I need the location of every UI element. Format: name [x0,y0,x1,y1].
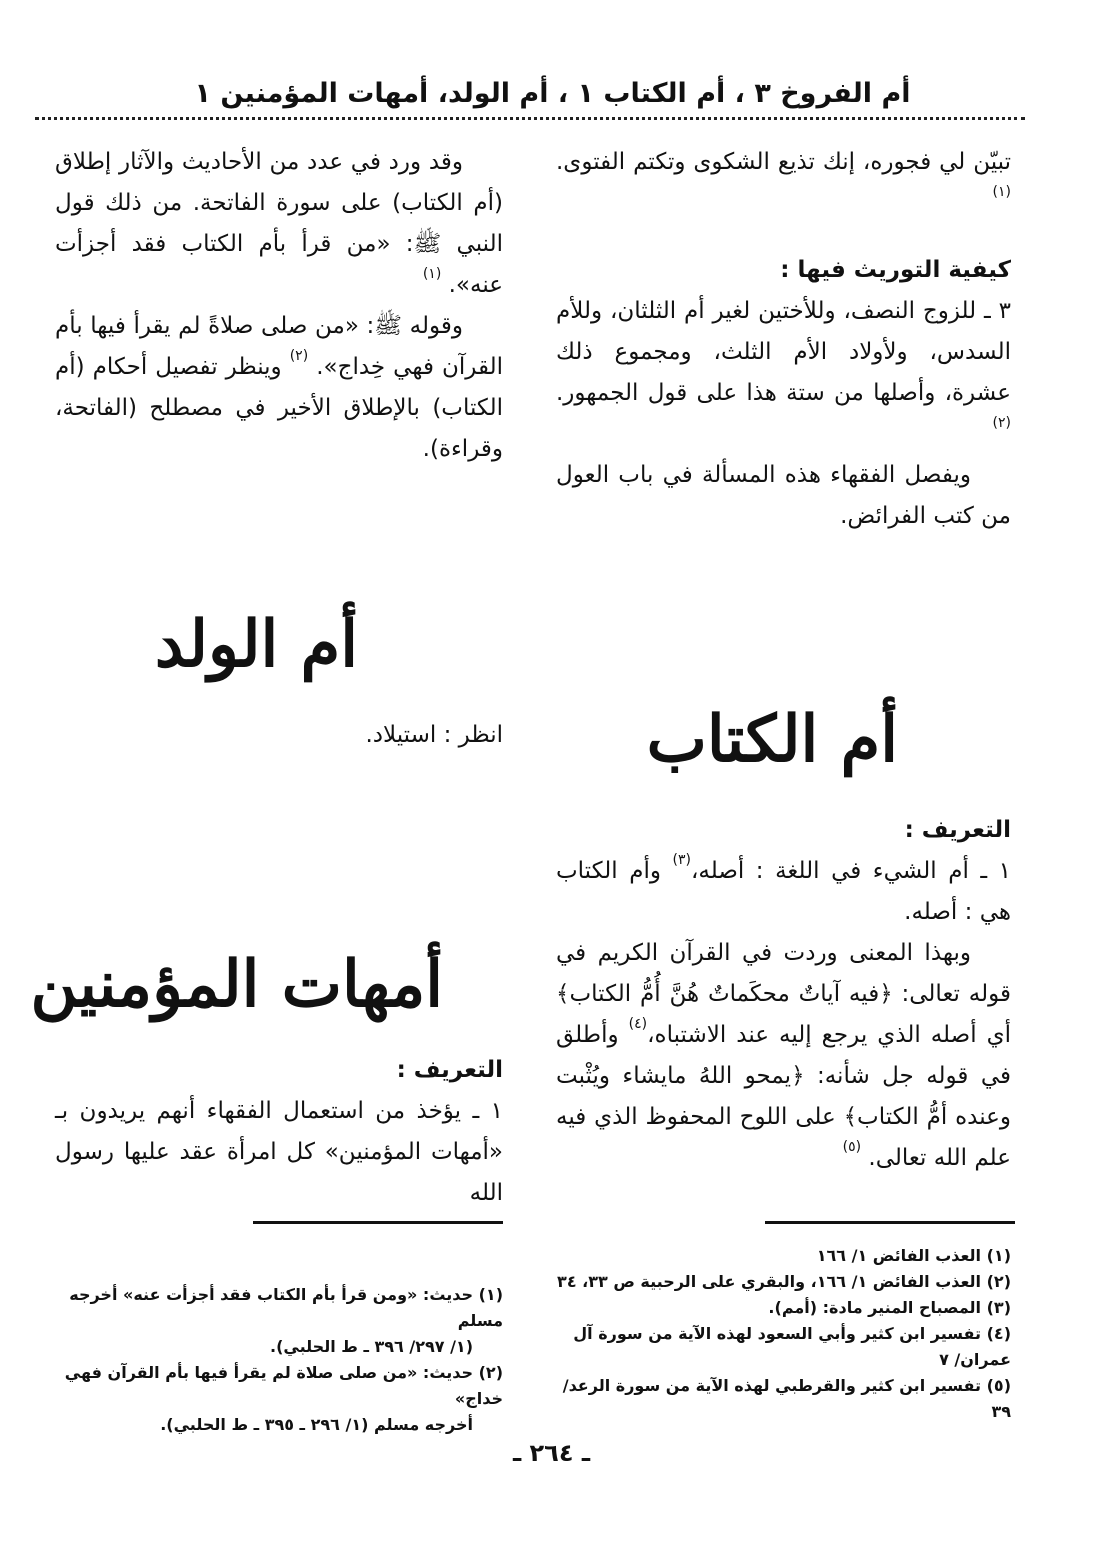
footnote-rule-left [253,1221,503,1224]
footnote: (٢) العذب الفائض ١/ ١٦٦، والبقري على الرحبية ص ٣٣، ٣٤ [557,1272,1011,1291]
entry-title-umm-alkitab: أم الكتاب [646,702,898,777]
footnotes-right [551,1243,1011,1425]
footnote-rule-right [765,1221,1015,1224]
footnote-continuation: أخرجه مسلم (١/ ٢٩٦ ـ ٣٩٥ ـ ط الحلبي). [160,1415,473,1434]
footnote: (٢) حديث: «من صلى صلاة لم يقرأ فيها بأم القرآن فهي خداج» [64,1363,503,1408]
header-dotted-rule [35,117,1025,120]
paragraph: ٣ ـ للزوج النصف، وللأختين لغير أم الثلثان، وللأم السدس، ولأولاد الأم الثلث، ومجموع ذلك عشرة، وأصلها من ستة هذا على قول الجمهور. $^{(٢)}$ [556,298,1011,431]
footnote: (١) العذب الفائض ١/ ١٦٦ [816,1246,1011,1265]
cross-reference: انظر : استيلاد. [365,722,503,748]
left-column-umm-alwalad [55,715,503,756]
footnote: (٤) تفسير ابن كثير وأبي السعود لهذه الآية من سورة آل عمران/ ٧ [573,1324,1011,1369]
paragraph: وبهذا المعنى وردت في القرآن الكريم في قوله تعالى: ﴿فيه آياتٌ محكَماتٌ هُنَّ أُمُّ الكتاب﴾ أي أصله الذي يرجع إليه عند الاشتباه،$^{(٤)}$ وأطلق في قوله جل شأنه: ﴿يمحو اللهُ مايشاء ويُثْبت وعنده أمُّ الكتاب﴾ على اللوح المحفوظ الذي فيه علم الله تعالى. $^{(٥)}$ [556,940,1011,1171]
left-column-ummahat [55,1050,503,1214]
right-column-umm-alkitab [556,810,1011,1179]
footnotes-left [48,1282,503,1438]
left-column-top [55,142,503,470]
section-heading: كيفية التوريث فيها : [780,257,1011,283]
paragraph: ١ ـ أم الشيء في اللغة : أصله،$^{(٣)}$ وأم الكتاب هي : أصله. [556,852,1012,925]
entry-title-ummahat-almuminin: أمهات المؤمنين [30,947,443,1022]
footnote: (١) حديث: «ومن قرأ بأم الكتاب فقد أجزأت عنه» أخرجه مسلم [69,1285,503,1330]
right-column-top [556,142,1011,537]
running-header: أم الفروخ ٣ ، أم الكتاب ١ ، أم الولد، أمهات المؤمنين ١ [194,78,911,109]
paragraph: تبيّن لي فجوره، إنك تذيع الشكوى وتكتم الفتوى. $^{(١)}$ [556,149,1011,200]
section-heading: التعريف : [904,817,1011,843]
section-heading: التعريف : [396,1057,503,1083]
entry-title-umm-alwalad: أم الولد [154,607,358,682]
footnote: (٥) تفسير ابن كثير والقرطبي لهذه الآية من سورة الرعد/ ٣٩ [562,1376,1011,1421]
page-number: ـ ٢٦٤ ـ [512,1439,591,1467]
footnote: (٣) المصباح المنير مادة: (أمم). [768,1298,1011,1317]
paragraph: ١ ـ يؤخذ من استعمال الفقهاء أنهم يريدون بـ «أمهات المؤمنين» كل امرأة عقد عليها رسول الله [55,1098,503,1206]
paragraph: وقد ورد في عدد من الأحاديث والآثار إطلاق (أم الكتاب) على سورة الفاتحة. من ذلك قول النبي ﷺ: «من قرأ بأم الكتاب فقد أجزأت عنه». $^{(١)}$ [55,149,503,298]
paragraph: وقوله ﷺ: «من صلى صلاةً لم يقرأ فيها بأم القرآن فهي خِداج». $^{(٢)}$ وينظر تفصيل أحكام (أم الكتاب) بالإطلاق الأخير في مصطلح (الفاتحة، وقراءة). [55,313,503,462]
paragraph: ويفصل الفقهاء هذه المسألة في باب العول من كتب الفرائض. [556,462,1011,529]
footnote-continuation: (١/ ٢٩٧/ ٣٩٦ ـ ط الحلبي). [270,1337,473,1356]
